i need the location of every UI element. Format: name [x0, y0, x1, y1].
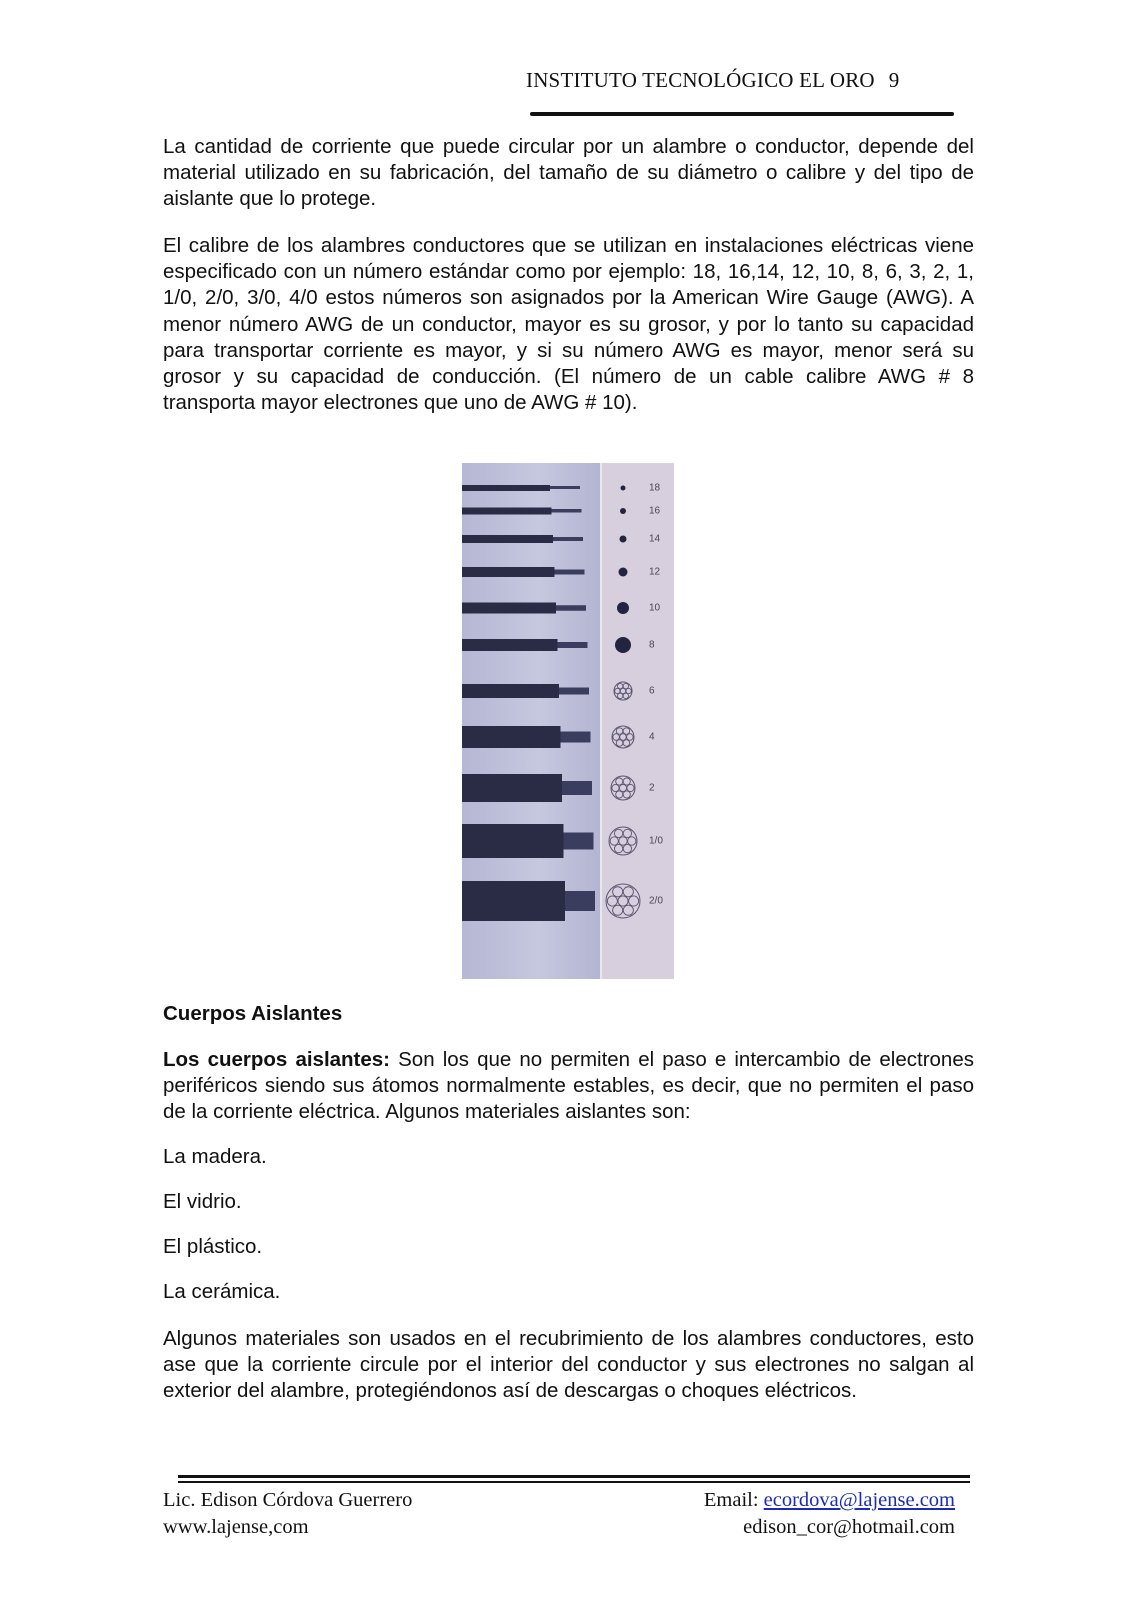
paragraph-current-capacity: La cantidad de corriente que puede circular por un alambre o conductor, depende del material utilizado en su fabricación, del tamaño de su diámetro o calibre y del tipo de aislante que lo protege.	[163, 135, 974, 211]
wire-sample	[462, 881, 565, 921]
gauge-label: 12	[649, 566, 661, 578]
gauge-dot	[621, 486, 626, 491]
material-item: El vidrio.	[163, 1190, 242, 1213]
gauge-dot	[615, 637, 631, 653]
paragraph-insulators	[163, 1047, 974, 1126]
stranded-gauge	[609, 827, 637, 855]
header-rule	[530, 112, 954, 116]
stranded-gauge	[614, 682, 632, 700]
gauge-label: 18	[649, 482, 661, 494]
gauge-dot	[620, 508, 626, 514]
wire-tip	[564, 833, 594, 850]
gauge-label: 1/0	[649, 835, 663, 847]
footer-website: www.lajense,com	[163, 1516, 309, 1538]
gauge-label: 2/0	[649, 895, 663, 907]
wire-tip	[555, 570, 585, 575]
wire-sample	[462, 726, 561, 748]
header-title: INSTITUTO TECNOLÓGICO EL ORO	[526, 68, 875, 92]
wire-tip	[552, 509, 582, 513]
gauge-dot	[620, 536, 627, 543]
wire-sample	[462, 508, 552, 515]
gauge-label: 16	[649, 505, 661, 517]
gauge-dot	[619, 568, 628, 577]
section-heading-aislantes: Cuerpos Aislantes	[163, 1002, 343, 1025]
wire-tip	[559, 688, 589, 695]
stranded-gauge	[612, 726, 634, 748]
wire-drawing	[462, 463, 674, 979]
wire-sample	[462, 535, 553, 543]
wire-sample	[462, 567, 555, 577]
gauge-label: 4	[649, 731, 655, 743]
gauge-label: 14	[649, 533, 661, 545]
stranded-gauge	[611, 776, 635, 800]
wire-tip	[558, 642, 588, 648]
wire-sample	[462, 824, 564, 858]
wire-tip	[550, 486, 580, 489]
material-item: La cerámica.	[163, 1280, 281, 1303]
wire-tip	[556, 605, 586, 611]
footer-email-secondary: edison_cor@hotmail.com	[743, 1516, 955, 1538]
gauge-dot	[617, 602, 629, 614]
footer-author: Lic. Edison Córdova Guerrero	[163, 1489, 413, 1511]
wire-tip	[565, 891, 595, 911]
wire-tip	[562, 781, 592, 795]
wire-sample	[462, 639, 558, 651]
stranded-gauge	[606, 884, 640, 918]
insulators-text: Son los que no permiten el paso e intercambio de electrones periféricos siendo sus átomos normalmente estables, es decir, que no permiten el paso de la corriente eléctrica. Algunos materiales aislantes son:	[163, 1048, 974, 1124]
wire-sample	[462, 684, 559, 698]
email-label: Email:	[703, 1489, 764, 1511]
wire-tip	[561, 732, 591, 743]
material-item: El plástico.	[163, 1235, 263, 1258]
gauge-label: 8	[649, 639, 655, 651]
wire-sample	[462, 774, 562, 802]
footer-rule-thin	[178, 1481, 970, 1483]
wire-sample	[462, 485, 550, 491]
wire-sample	[462, 603, 556, 614]
wire-tip	[553, 537, 583, 541]
email-link[interactable]: ecordova@lajense.com	[763, 1489, 955, 1511]
insulators-lead: Los cuerpos aislantes:	[163, 1048, 391, 1071]
gauge-label: 6	[649, 685, 655, 697]
gauge-label: 2	[649, 782, 655, 794]
gauge-label: 10	[649, 602, 661, 614]
paragraph-awg-gauge: El calibre de los alambres conductores que se utilizan en instalaciones eléctricas viene especificado con un número estándar como por ejemplo: 18, 16,14, 12, 10, 8, 6, 3, 2, 1, 1/0, 2/0, 3/0, 4/0 estos números son asignados por la American Wire Gauge (AWG). A menor número AWG de un conductor, mayor es su grosor, y por lo tanto su capacidad para transportar corriente es mayor, y si su número AWG es mayor, menor será su grosor y su capacidad de conducción. (El número de un cable calibre AWG # 8 transporta mayor electrones que uno de AWG # 10).	[163, 234, 974, 415]
awg-wire-gauge-figure	[462, 463, 674, 979]
paragraph-coatings: Algunos materiales son usados en el recubrimiento de los alambres conductores, esto ase que la corriente circule por el interior del conductor y sus electrones no salgan al exterior del alambre, protegiéndonos así de descargas o choques eléctricos.	[163, 1327, 974, 1403]
footer-email	[704, 1487, 955, 1513]
page-number: 9	[888, 68, 900, 92]
material-item: La madera.	[163, 1145, 267, 1168]
header	[526, 68, 956, 93]
footer-rule	[178, 1475, 970, 1478]
